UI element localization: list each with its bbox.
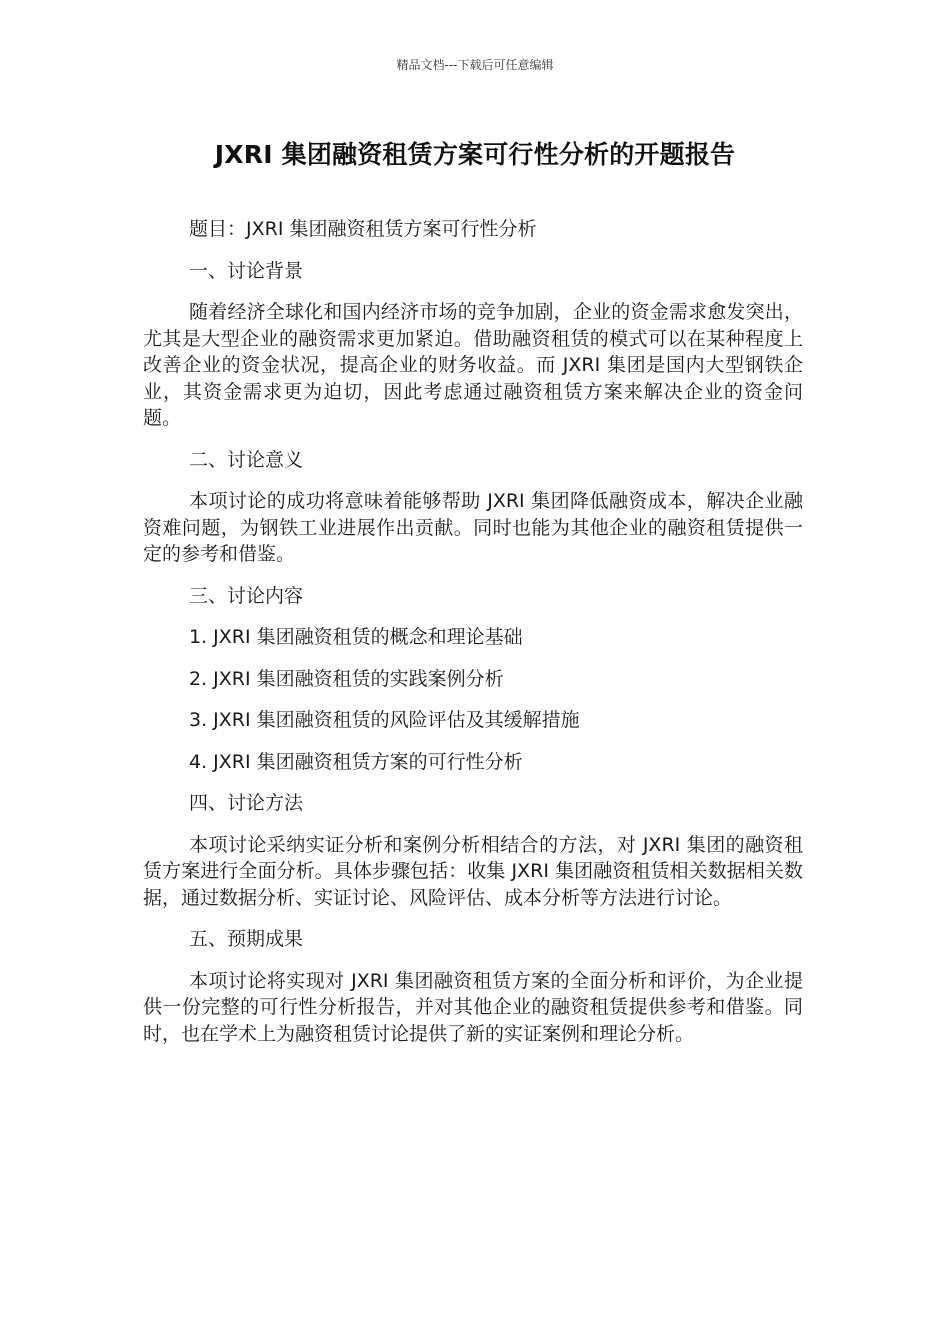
content-list-item: 2. JXRI 集团融资租赁的实践案例分析	[189, 667, 504, 690]
document-title: JXRI 集团融资租赁方案可行性分析的开题报告	[214, 140, 736, 169]
topic-line: 题目：JXRI 集团融资租赁方案可行性分析	[189, 218, 537, 240]
section-heading-outcomes: 五、预期成果	[189, 928, 304, 950]
section-text-background: 随着经济全球化和国内经济市场的竞争加剧，企业的资金需求愈发突出，尤其是大型企业的融资需求更加紧迫。借助融资租赁的模式可以在某种程度上改善企业的资金状况，提高企业的财务收益。而 JXRI 集团是国内大型钢铁企业，其资金需求更为迫切，因此考虑通过融资租赁方案来解决企业的资金问题。	[143, 301, 803, 429]
document-body	[143, 216, 803, 1062]
section-text-significance: 本项讨论的成功将意味着能够帮助 JXRI 集团降低融资成本，解决企业融资难问题，为钢铁工业进展作出贡献。同时也能为其他企业的融资租赁提供一定的参考和借鉴。	[143, 490, 803, 565]
content-list-item: 3. JXRI 集团融资租赁的风险评估及其缓解措施	[189, 709, 580, 731]
section-text-method: 本项讨论采纳实证分析和案例分析相结合的方法，对 JXRI 集团的融资租赁方案进行全面分析。具体步骤包括：收集 JXRI 集团融资租赁相关数据相关数据，通过数据分析、实证讨论、风险评估、成本分析等方法进行讨论。	[143, 833, 803, 909]
section-heading-background: 一、讨论背景	[189, 259, 304, 282]
content-list-item: 1. JXRI 集团融资租赁的概念和理论基础	[189, 626, 523, 648]
header-note: 精品文档---下载后可任意编辑	[396, 58, 554, 72]
section-heading-significance: 二、讨论意义	[189, 448, 304, 471]
section-text-outcomes: 本项讨论将实现对 JXRI 集团融资租赁方案的全面分析和评价，为企业提供一份完整的可行性分析报告，并对其他企业的融资租赁提供参考和借鉴。同时，也在学术上为融资租赁讨论提供了新的实证案例和理论分析。	[143, 969, 803, 1045]
section-heading-content: 三、讨论内容	[189, 584, 304, 607]
section-heading-method: 四、讨论方法	[189, 792, 304, 814]
content-list-item: 4. JXRI 集团融资租赁方案的可行性分析	[189, 750, 523, 773]
